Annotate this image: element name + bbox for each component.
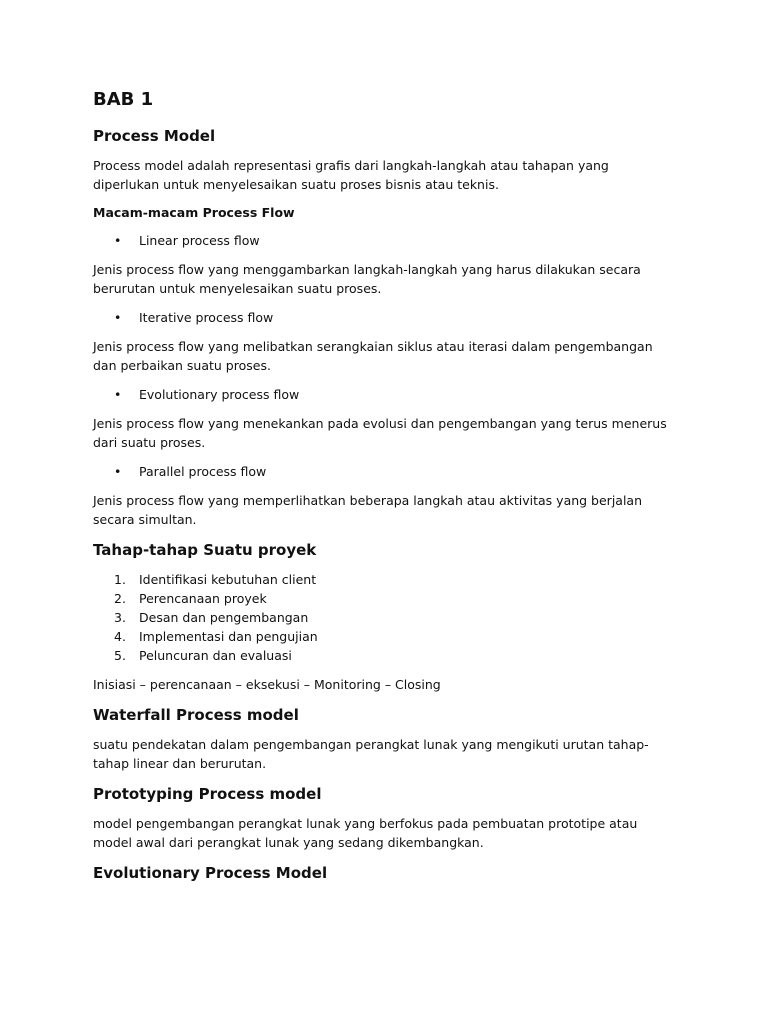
list-item (93, 608, 678, 627)
prototyping-paragraph: model pengembangan perangkat lunak yang berfokus pada pembuatan prototipe atau model awal dari perangkat lunak yang sedang dikembangkan. (93, 816, 638, 850)
prototyping-heading: Prototyping Process model (93, 785, 322, 803)
list-item (93, 627, 678, 646)
list-item (93, 570, 678, 589)
stage-text: Desan dan pengembangan (139, 610, 309, 625)
flow-description: Jenis process flow yang memperlihatkan beberapa langkah atau aktivitas yang berjalan secara simultan. (93, 493, 643, 527)
list-item (93, 308, 678, 327)
list-number: 2. (114, 591, 126, 606)
list-number: 3. (114, 610, 126, 625)
flow-description: Jenis process flow yang melibatkan serangkaian siklus atau iterasi dalam pengembangan dan perbaikan suatu proses. (93, 339, 653, 373)
stages-heading: Tahap-tahap Suatu proyek (93, 541, 317, 559)
process-model-paragraph: Process model adalah representasi grafis dari langkah-langkah atau tahapan yang diperlukan untuk menyelesaikan suatu proses bisnis atau teknis. (93, 158, 609, 192)
flow-name: Parallel process flow (139, 464, 267, 479)
chapter-title: BAB 1 (93, 89, 154, 110)
bullet-icon: • (114, 310, 122, 325)
list-item (93, 385, 678, 404)
bullet-icon: • (114, 387, 122, 402)
flow-description: Jenis process flow yang menggambarkan langkah-langkah yang harus dilakukan secara berurutan untuk menyelesaikan suatu proses. (93, 262, 641, 296)
list-number: 4. (114, 629, 126, 644)
stage-text: Implementasi dan pengujian (139, 629, 318, 644)
process-model-heading: Process Model (93, 127, 216, 145)
bullet-icon: • (114, 464, 122, 479)
flow-name: Iterative process flow (139, 310, 274, 325)
flow-description: Jenis process flow yang menekankan pada evolusi dan pengembangan yang terus menerus dari suatu proses. (93, 416, 667, 450)
list-number: 5. (114, 648, 126, 663)
list-item (93, 646, 678, 665)
list-item (93, 231, 678, 250)
stage-text: Identifikasi kebutuhan client (139, 572, 317, 587)
list-number: 1. (114, 572, 126, 587)
flow-types-heading: Macam-macam Process Flow (93, 205, 295, 220)
waterfall-heading: Waterfall Process model (93, 706, 299, 724)
list-item (93, 462, 678, 481)
stages-list (93, 570, 678, 665)
flow-name: Evolutionary process flow (139, 387, 300, 402)
waterfall-paragraph: suatu pendekatan dalam pengembangan perangkat lunak yang mengikuti urutan tahap-tahap linear dan berurutan. (93, 737, 649, 771)
flow-name: Linear process flow (139, 233, 260, 248)
evolutionary-heading: Evolutionary Process Model (93, 864, 328, 882)
stage-text: Perencanaan proyek (139, 591, 267, 606)
stage-text: Peluncuran dan evaluasi (139, 648, 292, 663)
phases-line: Inisiasi – perencanaan – eksekusi – Monitoring – Closing (93, 677, 441, 692)
list-item (93, 589, 678, 608)
bullet-icon: • (114, 233, 122, 248)
